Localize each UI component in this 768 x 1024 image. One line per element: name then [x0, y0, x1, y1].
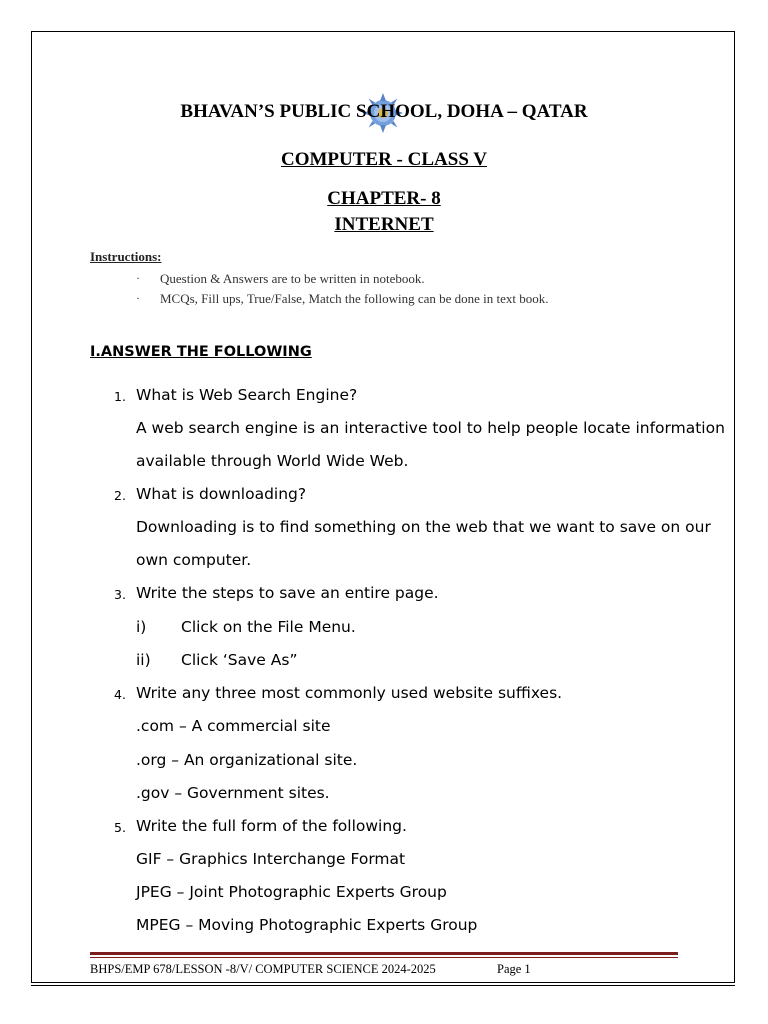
question-text: Write the full form of the following. — [136, 817, 407, 835]
page-border-bottom-line — [31, 985, 735, 986]
instruction-text: MCQs, Fill ups, True/False, Match the following can be done in text book. — [160, 291, 549, 306]
step-text: Click ‘Save As” — [181, 651, 298, 669]
question-number: 3. — [114, 587, 126, 602]
answer-line: A web search engine is an interactive tool to help people locate information — [136, 419, 725, 437]
footer-rule — [90, 952, 678, 955]
question-number: 1. — [114, 389, 126, 404]
chapter-name: INTERNET — [334, 214, 434, 235]
question-text: Write the steps to save an entire page. — [136, 584, 439, 602]
bullet-icon: · — [136, 271, 140, 285]
question-number: 4. — [114, 687, 126, 702]
answer-line: available through World Wide Web. — [136, 452, 409, 470]
answer-line: own computer. — [136, 551, 252, 569]
footer-rule-thin — [90, 957, 678, 958]
question-text: What is Web Search Engine? — [136, 386, 358, 404]
answer-line: .gov – Government sites. — [136, 784, 330, 802]
answer-line: GIF – Graphics Interchange Format — [136, 850, 406, 868]
answer-line: Downloading is to find something on the web that we want to save on our — [136, 518, 711, 536]
answer-line: .org – An organizational site. — [136, 751, 358, 769]
question-text: Write any three most commonly used website suffixes. — [136, 684, 563, 702]
school-title: BHAVAN’S PUBLIC SCHOOL, DOHA – QATAR — [180, 101, 588, 122]
answer-line: MPEG – Moving Photographic Experts Group — [136, 916, 478, 934]
instruction-text: Question & Answers are to be written in notebook. — [160, 271, 425, 286]
answer-line: JPEG – Joint Photographic Experts Group — [136, 883, 447, 901]
bullet-icon: · — [136, 291, 140, 305]
footer-document-code: BHPS/EMP 678/LESSON -8/V/ COMPUTER SCIENCE 2024-2025 — [90, 962, 436, 976]
instructions-heading: Instructions: — [90, 249, 162, 264]
step-marker: i) — [136, 618, 147, 636]
page-border — [31, 31, 735, 983]
question-number: 2. — [114, 488, 126, 503]
section-heading: I.ANSWER THE FOLLOWING — [90, 344, 312, 360]
chapter-number: CHAPTER- 8 — [327, 188, 441, 209]
footer-page-number: Page 1 — [497, 962, 531, 976]
answer-line: .com – A commercial site — [136, 717, 331, 735]
question-text: What is downloading? — [136, 485, 307, 503]
question-number: 5. — [114, 820, 126, 835]
step-marker: ii) — [136, 651, 151, 669]
step-text: Click on the File Menu. — [181, 618, 356, 636]
subject-title: COMPUTER - CLASS V — [280, 149, 488, 170]
